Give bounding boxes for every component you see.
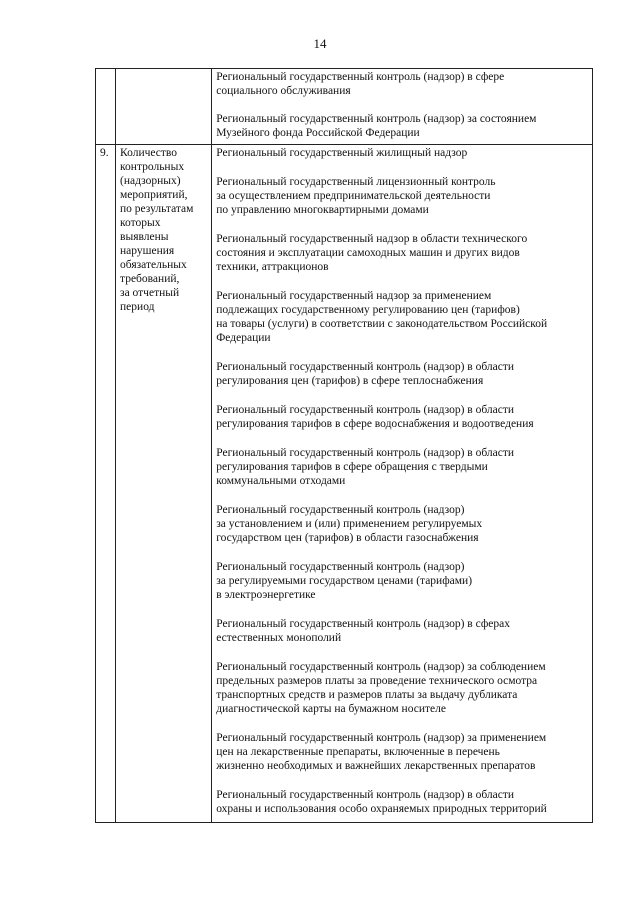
control-type-item: Региональный государственный контроль (надзор) в сферах естественных монополий (216, 618, 511, 644)
control-type-item: Региональный государственный контроль (надзор) в области регулирования цен (тарифов) в сфере теплоснабжения (216, 361, 515, 387)
control-type-item: Региональный государственный контроль (надзор) в области охраны и использования особо охраняемых природных территорий (216, 789, 547, 815)
control-type-item: Региональный государственный контроль (надзор) за установлением и (или) применением регулируемых государством цен (тарифов) в области газоснабжения (216, 504, 483, 544)
table-row-9 (96, 145, 593, 823)
control-type-item: Региональный государственный контроль (надзор) за состоянием Музейного фонда Российской Федерации (216, 113, 537, 139)
control-type-item: Региональный государственный контроль (надзор) в области регулирования тарифов в сфере обращения с твердыми коммунальными отходами (216, 447, 515, 487)
control-type-item: Региональный государственный контроль (надзор) за соблюдением предельных размеров платы за проведение технического осмотра транспортных средств и размеров платы за выдачу дубликата диагностической карты на бумажном носителе (216, 661, 546, 715)
control-type-item: Региональный государственный надзор в области технического состояния и эксплуатации самоходных машин и других видов техники, аттракционов (216, 233, 528, 273)
table-row-continuation (96, 69, 593, 145)
requirements-table (95, 68, 593, 823)
control-type-item: Региональный государственный надзор за применением подлежащих государственному регулированию цен (тарифов) на товары (услуги) в соответствии с законодательством Российской Федерации (216, 290, 548, 344)
control-type-item: Региональный государственный контроль (надзор) в области регулирования тарифов в сфере водоснабжения и водоотведения (216, 404, 534, 430)
control-type-item: Региональный государственный жилищный надзор (216, 147, 468, 159)
control-types-cell (212, 69, 593, 145)
control-type-item: Региональный государственный контроль (надзор) за применением цен на лекарственные препараты, включенные в перечень жизненно необходимых и важнейших лекарственных препаратов (216, 732, 547, 772)
indicator-name-cell (116, 145, 212, 823)
indicator-name-cell (116, 69, 212, 145)
control-types-cell (212, 145, 593, 823)
row-number-cell (96, 69, 116, 145)
row-number-cell: 9. (96, 145, 116, 823)
control-type-item: Региональный государственный лицензионный контроль за осуществлением предпринимательской деятельности по управлению многоквартирными домами (216, 176, 496, 216)
control-type-item: Региональный государственный контроль (надзор) за регулируемыми государством ценами (тарифами) в электроэнергетике (216, 561, 473, 601)
page-number: 14 (313, 36, 327, 51)
control-type-item: Региональный государственный контроль (надзор) в сфере социального обслуживания (216, 71, 505, 97)
indicator-name: Количество контрольных (надзорных) мероприятий, по результатам которых выявлены нарушения обязательных требований, за отчетный период (120, 147, 194, 313)
